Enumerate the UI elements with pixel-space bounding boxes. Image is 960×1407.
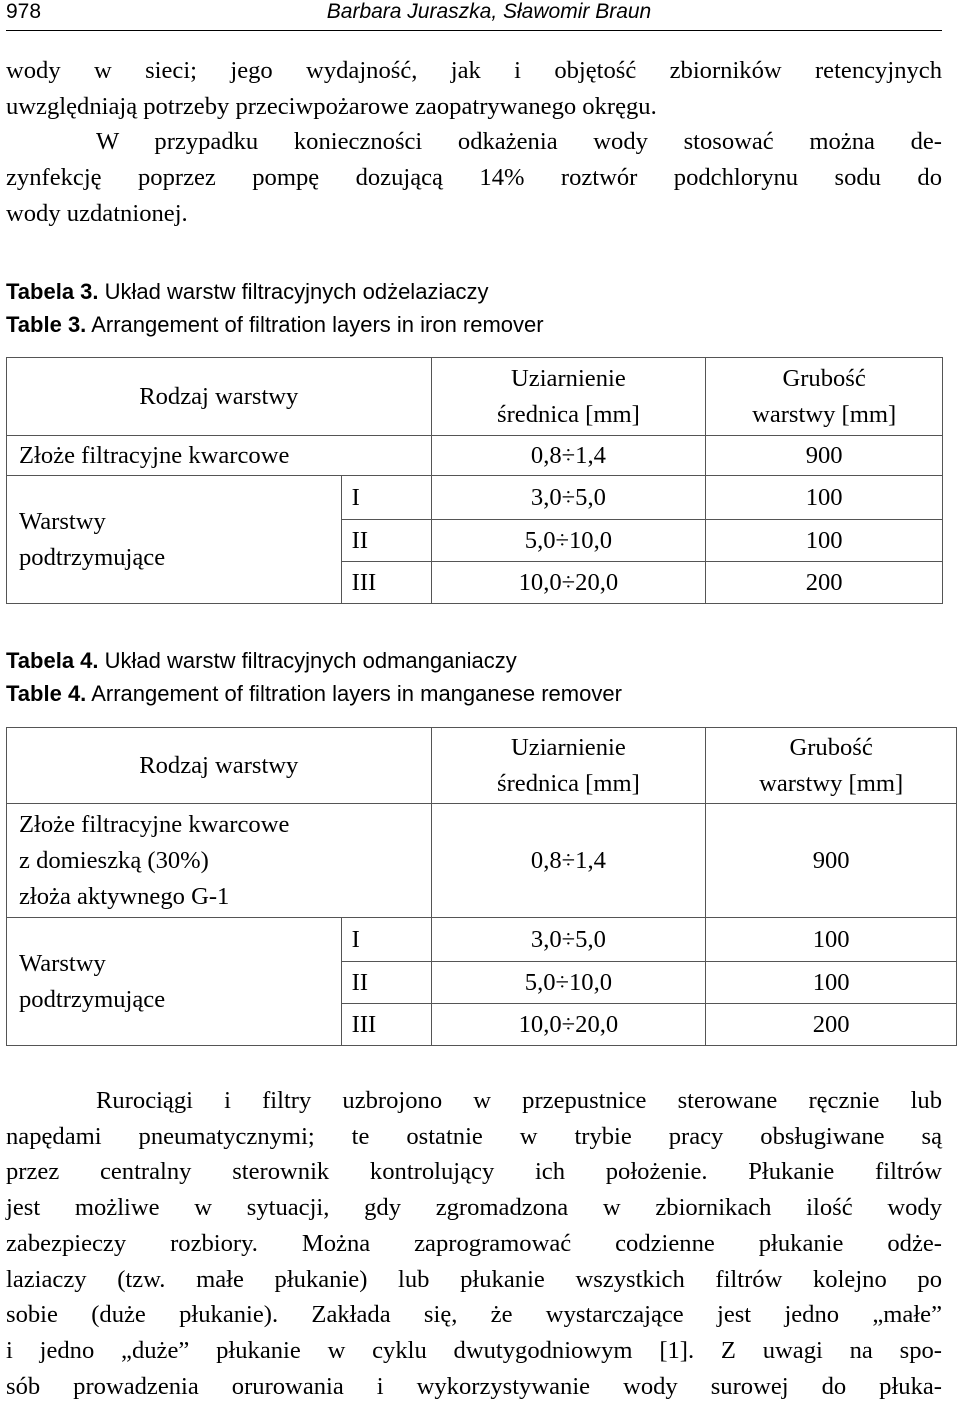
support-layer: III: [341, 562, 431, 604]
table3-caption-pl-text: Układ warstw filtracyjnych odżelaziaczy: [98, 279, 489, 304]
page-number: 978: [6, 0, 42, 23]
paragraph-line: [6, 1083, 942, 1119]
header-grain-line: średnica [mm]: [497, 769, 640, 797]
paragraph-line: uwzględniają potrzeby przeciwpożarowe zaopatrywanego okręgu.: [6, 92, 657, 120]
table-row: [7, 476, 943, 520]
bed-thickness: 900: [706, 804, 957, 918]
paragraph-line-text: Rurociągi i filtry uzbrojono w przepustnice sterowane ręcznie lub: [96, 1087, 942, 1114]
support-thickness: 200: [706, 1004, 957, 1046]
paragraph-line: jest możliwe w sytuacji, gdy zgromadzona w zbiornikach ilość wody: [6, 1194, 942, 1222]
table-row: [7, 804, 957, 918]
table4-caption-en: [6, 678, 622, 709]
support-layer: II: [341, 520, 431, 562]
running-head: Barbara Juraszka, Sławomir Braun: [326, 0, 652, 23]
header-grain-line: średnica [mm]: [497, 400, 640, 428]
table3-caption-en-text: Arrangement of filtration layers in iron remover: [86, 312, 544, 337]
support-grain: 10,0÷20,0: [431, 1004, 706, 1046]
paragraph-line: napędami pneumatycznymi; te ostatnie w trybie pracy obsługiwane są: [6, 1122, 942, 1150]
support-layer: I: [341, 476, 431, 520]
table4-caption-en-label: Table 4.: [6, 681, 87, 706]
table-row: [7, 918, 957, 962]
paragraph-line: zynfekcję poprzez pompę dozującą 14% roztwór podchlorynu sodu do: [6, 164, 942, 192]
support-layer: III: [341, 1004, 431, 1046]
paragraph-line: i jedno „duże” płukanie w cyklu dwutygodniowym [1]. Z uwagi na spo-: [6, 1336, 942, 1364]
table-header-row: [7, 728, 957, 804]
support-grain: 3,0÷5,0: [431, 476, 706, 520]
table4-caption-en-text: Arrangement of filtration layers in manganese remover: [86, 681, 622, 706]
support-label-line: Warstwy: [19, 949, 106, 977]
paragraph-line: przez centralny sterownik kontrolujący ich położenie. Płukanie filtrów: [6, 1158, 942, 1186]
page-header: [6, 0, 942, 31]
paragraph-pipelines: [6, 1083, 942, 1404]
support-label: [7, 918, 342, 1046]
support-grain: 10,0÷20,0: [431, 562, 706, 604]
table-header-row: [7, 358, 943, 436]
paragraph-line: sobie (duże płukanie). Zakłada się, że wystarczające jest jedno „małe”: [6, 1301, 942, 1329]
header-grain-line: Uziarnienie: [511, 733, 626, 761]
support-thickness: 100: [706, 520, 943, 562]
support-thickness: 200: [706, 562, 943, 604]
bed-grain: 0,8÷1,4: [431, 436, 706, 476]
paragraph-line-text: W przypadku konieczności odkażenia wody stosować można de-: [96, 128, 942, 156]
support-label: [7, 476, 342, 604]
table4-caption-pl-text: Układ warstw filtracyjnych odmanganiaczy: [98, 648, 517, 673]
bed-name: [7, 804, 432, 918]
header-thickness-line: Grubość: [789, 733, 873, 761]
paragraph-line: wody uzdatnionej.: [6, 199, 188, 227]
bed-name-line: złoża aktywnego G-1: [19, 882, 230, 910]
support-label-line: podtrzymujące: [19, 543, 166, 571]
table4-caption-pl-label: Tabela 4.: [6, 648, 99, 673]
header-layer-type: Rodzaj warstwy: [7, 358, 432, 436]
header-thickness-line: Grubość: [782, 364, 866, 392]
paragraph-line: [6, 124, 942, 160]
support-label-line: Warstwy: [19, 507, 106, 535]
table3-caption-en-label: Table 3.: [6, 312, 87, 337]
header-grain-size: [431, 728, 706, 804]
header-layer-type: Rodzaj warstwy: [7, 728, 432, 804]
support-thickness: 100: [706, 918, 957, 962]
bed-name-line: z domieszką (30%): [19, 846, 209, 874]
table3-caption-pl-label: Tabela 3.: [6, 279, 99, 304]
support-thickness: 100: [706, 476, 943, 520]
support-label-line: podtrzymujące: [19, 985, 166, 1013]
table3: [6, 357, 943, 604]
paragraph-intro: [6, 53, 942, 232]
bed-name: Złoże filtracyjne kwarcowe: [7, 436, 432, 476]
bed-grain: 0,8÷1,4: [431, 804, 706, 918]
header-grain-line: Uziarnienie: [511, 364, 626, 392]
bed-thickness: 900: [706, 436, 943, 476]
table4: [6, 727, 957, 1046]
table-row: [7, 436, 943, 476]
paragraph-line: laziaczy (tzw. małe płukanie) lub płukanie wszystkich filtrów kolejno po: [6, 1265, 942, 1293]
support-layer: I: [341, 918, 431, 962]
header-grain-size: [431, 358, 706, 436]
paragraph-line: wody w sieci; jego wydajność, jak i objętość zbiorników retencyjnych: [6, 57, 942, 84]
support-layer: II: [341, 962, 431, 1004]
support-grain: 5,0÷10,0: [431, 962, 706, 1004]
header-thickness: [706, 358, 943, 436]
bed-name-line: Złoże filtracyjne kwarcowe: [19, 810, 290, 838]
header-thickness-line: warstwy [mm]: [752, 400, 897, 428]
table3-caption-pl: [6, 276, 489, 307]
paragraph-line: sób prowadzenia orurowania i wykorzystywanie wody surowej do płuka-: [6, 1372, 942, 1400]
table3-caption-en: [6, 309, 544, 340]
paragraph-line: zabezpieczy rozbiory. Można zaprogramować codzienne płukanie odże-: [6, 1229, 942, 1257]
header-thickness: [706, 728, 957, 804]
support-grain: 5,0÷10,0: [431, 520, 706, 562]
header-thickness-line: warstwy [mm]: [759, 769, 904, 797]
support-thickness: 100: [706, 962, 957, 1004]
support-grain: 3,0÷5,0: [431, 918, 706, 962]
table4-caption-pl: [6, 645, 517, 676]
